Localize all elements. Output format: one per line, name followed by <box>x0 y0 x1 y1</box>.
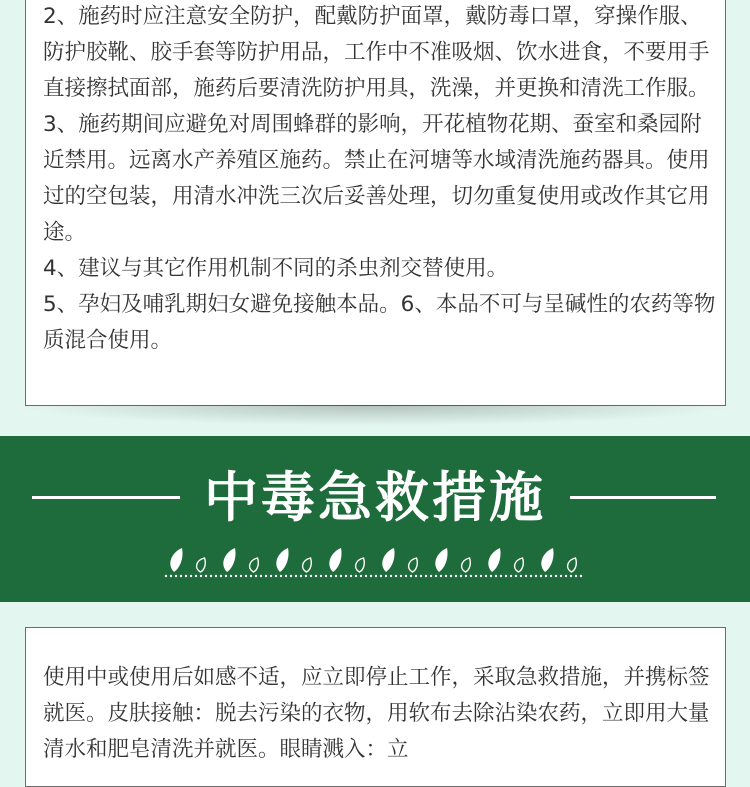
ornament-dot <box>220 575 222 577</box>
ornament-dot <box>265 575 267 577</box>
ornament-dot <box>205 575 207 577</box>
ornament-dot <box>410 575 412 577</box>
ornament-dot <box>345 575 347 577</box>
ornament-dot <box>185 575 187 577</box>
ornament-dot <box>350 575 352 577</box>
ornament-dot <box>430 575 432 577</box>
ornament-dot <box>235 575 237 577</box>
ornament-dot <box>425 575 427 577</box>
ornament-dot <box>200 575 202 577</box>
ornament-dot <box>275 575 277 577</box>
precaution-item-3: 3、施药期间应避免对周围蜂群的影响，开花植物花期、蚕室和桑园附近禁用。远离水产养殖区施药。禁止在河塘等水域清洗施药器具。使用过的空包装，用清水冲洗三次后妥善处理，切勿重复使用或改作其它用途。 <box>43 112 710 245</box>
precautions-text <box>43 0 719 359</box>
ornament-dot <box>420 575 422 577</box>
ornament-dot <box>515 575 517 577</box>
ornament-dot <box>290 575 292 577</box>
ornament-dot <box>280 575 282 577</box>
leaf-icon <box>382 548 394 572</box>
leaf-icon <box>462 558 471 572</box>
ornament-dot <box>170 575 172 577</box>
ornament-dot <box>250 575 252 577</box>
precaution-item-4: 4、建议与其它作用机制不同的杀虫剂交替使用。 <box>43 256 509 281</box>
section-banner <box>0 436 750 602</box>
ornament-dot <box>445 575 447 577</box>
ornament-dot <box>385 575 387 577</box>
ornament-dot <box>395 575 397 577</box>
ornament-dot <box>525 575 527 577</box>
ornament-dot <box>550 575 552 577</box>
ornament-dot <box>310 575 312 577</box>
precautions-card <box>25 0 726 406</box>
first-aid-text <box>43 660 727 768</box>
ornament-dot <box>405 575 407 577</box>
ornament-dot <box>570 575 572 577</box>
ornament-dot <box>360 575 362 577</box>
ornament-dot <box>295 575 297 577</box>
leaf-icon <box>303 558 312 572</box>
ornament-dot <box>470 575 472 577</box>
leaf-icon <box>250 558 259 572</box>
ornament-dot <box>340 575 342 577</box>
ornament-dot <box>225 575 227 577</box>
ornament-dot <box>545 575 547 577</box>
ornament-dot <box>330 575 332 577</box>
leaf-icon <box>488 548 500 572</box>
ornament-dot <box>315 575 317 577</box>
ornament-dot <box>300 575 302 577</box>
ornament-dot <box>555 575 557 577</box>
ornament-dot <box>230 575 232 577</box>
leaf-icon <box>435 548 447 572</box>
section-title: 中毒急救措施 <box>204 466 546 529</box>
ornament-dot <box>485 575 487 577</box>
ornament-dot <box>165 575 167 577</box>
ornament-dot <box>175 575 177 577</box>
leaf-icon <box>170 548 182 572</box>
ornament-dot <box>575 575 577 577</box>
ornament-dot <box>535 575 537 577</box>
ornament-dot <box>450 575 452 577</box>
ornament-dot <box>540 575 542 577</box>
leaf-icon <box>276 548 288 572</box>
leaf-icon <box>223 548 235 572</box>
ornament-dot <box>490 575 492 577</box>
ornament-dot <box>480 575 482 577</box>
ornament-dot <box>495 575 497 577</box>
ornament-dot <box>190 575 192 577</box>
ornament-dot <box>565 575 567 577</box>
card-shadow <box>20 405 732 425</box>
ornament-dot <box>370 575 372 577</box>
ornament-dot <box>505 575 507 577</box>
first-aid-paragraph: 使用中或使用后如感不适，应立即停止工作，采取急救措施，并携标签就医。皮肤接触：脱去污染的衣物，用软布去除沾染农药，立即用大量清水和肥皂清洗并就医。眼睛溅入：立 <box>43 665 710 762</box>
ornament-dot <box>530 575 532 577</box>
ornament-dot <box>520 575 522 577</box>
banner-divider-right <box>570 496 716 499</box>
ornament-dot <box>195 575 197 577</box>
ornament-dot <box>180 575 182 577</box>
leaf-icon <box>541 548 553 572</box>
precaution-item-5-6: 5、孕妇及哺乳期妇女避免接触本品。6、本品不可与呈碱性的农药等物质混合使用。 <box>43 292 716 353</box>
ornament-dot <box>510 575 512 577</box>
ornament-dot <box>455 575 457 577</box>
leaf-icon <box>409 558 418 572</box>
ornament-dot <box>380 575 382 577</box>
ornament-dot <box>580 575 582 577</box>
ornament-dot <box>210 575 212 577</box>
ornament-dot <box>270 575 272 577</box>
ornament-dot <box>365 575 367 577</box>
ornament-dot <box>245 575 247 577</box>
ornament-dot <box>560 575 562 577</box>
ornament-dot <box>500 575 502 577</box>
ornament-dot <box>215 575 217 577</box>
ornament-dot <box>375 575 377 577</box>
ornament-dot <box>435 575 437 577</box>
ornament-dot <box>400 575 402 577</box>
ornament-dot <box>475 575 477 577</box>
leaf-icon <box>329 548 341 572</box>
ornament-dot <box>415 575 417 577</box>
ornament-dot <box>460 575 462 577</box>
ornament-dot <box>355 575 357 577</box>
precaution-item-2: 2、施药时应注意安全防护，配戴防护面罩，戴防毒口罩，穿操作服、防护胶靴、胶手套等防护用品，工作中不准吸烟、饮水进食，不要用手直接擦拭面部，施药后要清洗防护用具，洗澡，并更换和清洗工作服。 <box>43 4 710 101</box>
ornament-dot <box>260 575 262 577</box>
leaf-icon <box>515 558 524 572</box>
ornament-dot <box>335 575 337 577</box>
first-aid-card <box>25 627 726 787</box>
ornament-dot <box>305 575 307 577</box>
ornament-dot <box>465 575 467 577</box>
ornament-dot <box>240 575 242 577</box>
ornament-dot <box>325 575 327 577</box>
ornament-dot <box>390 575 392 577</box>
ornament-dot <box>285 575 287 577</box>
ornament-dot <box>255 575 257 577</box>
ornament-dot <box>320 575 322 577</box>
leaf-ornament-icon <box>164 546 588 580</box>
leaf-icon <box>197 558 206 572</box>
leaf-icon <box>568 558 577 572</box>
leaf-icon <box>356 558 365 572</box>
banner-divider-left <box>32 496 180 499</box>
ornament-dot <box>440 575 442 577</box>
